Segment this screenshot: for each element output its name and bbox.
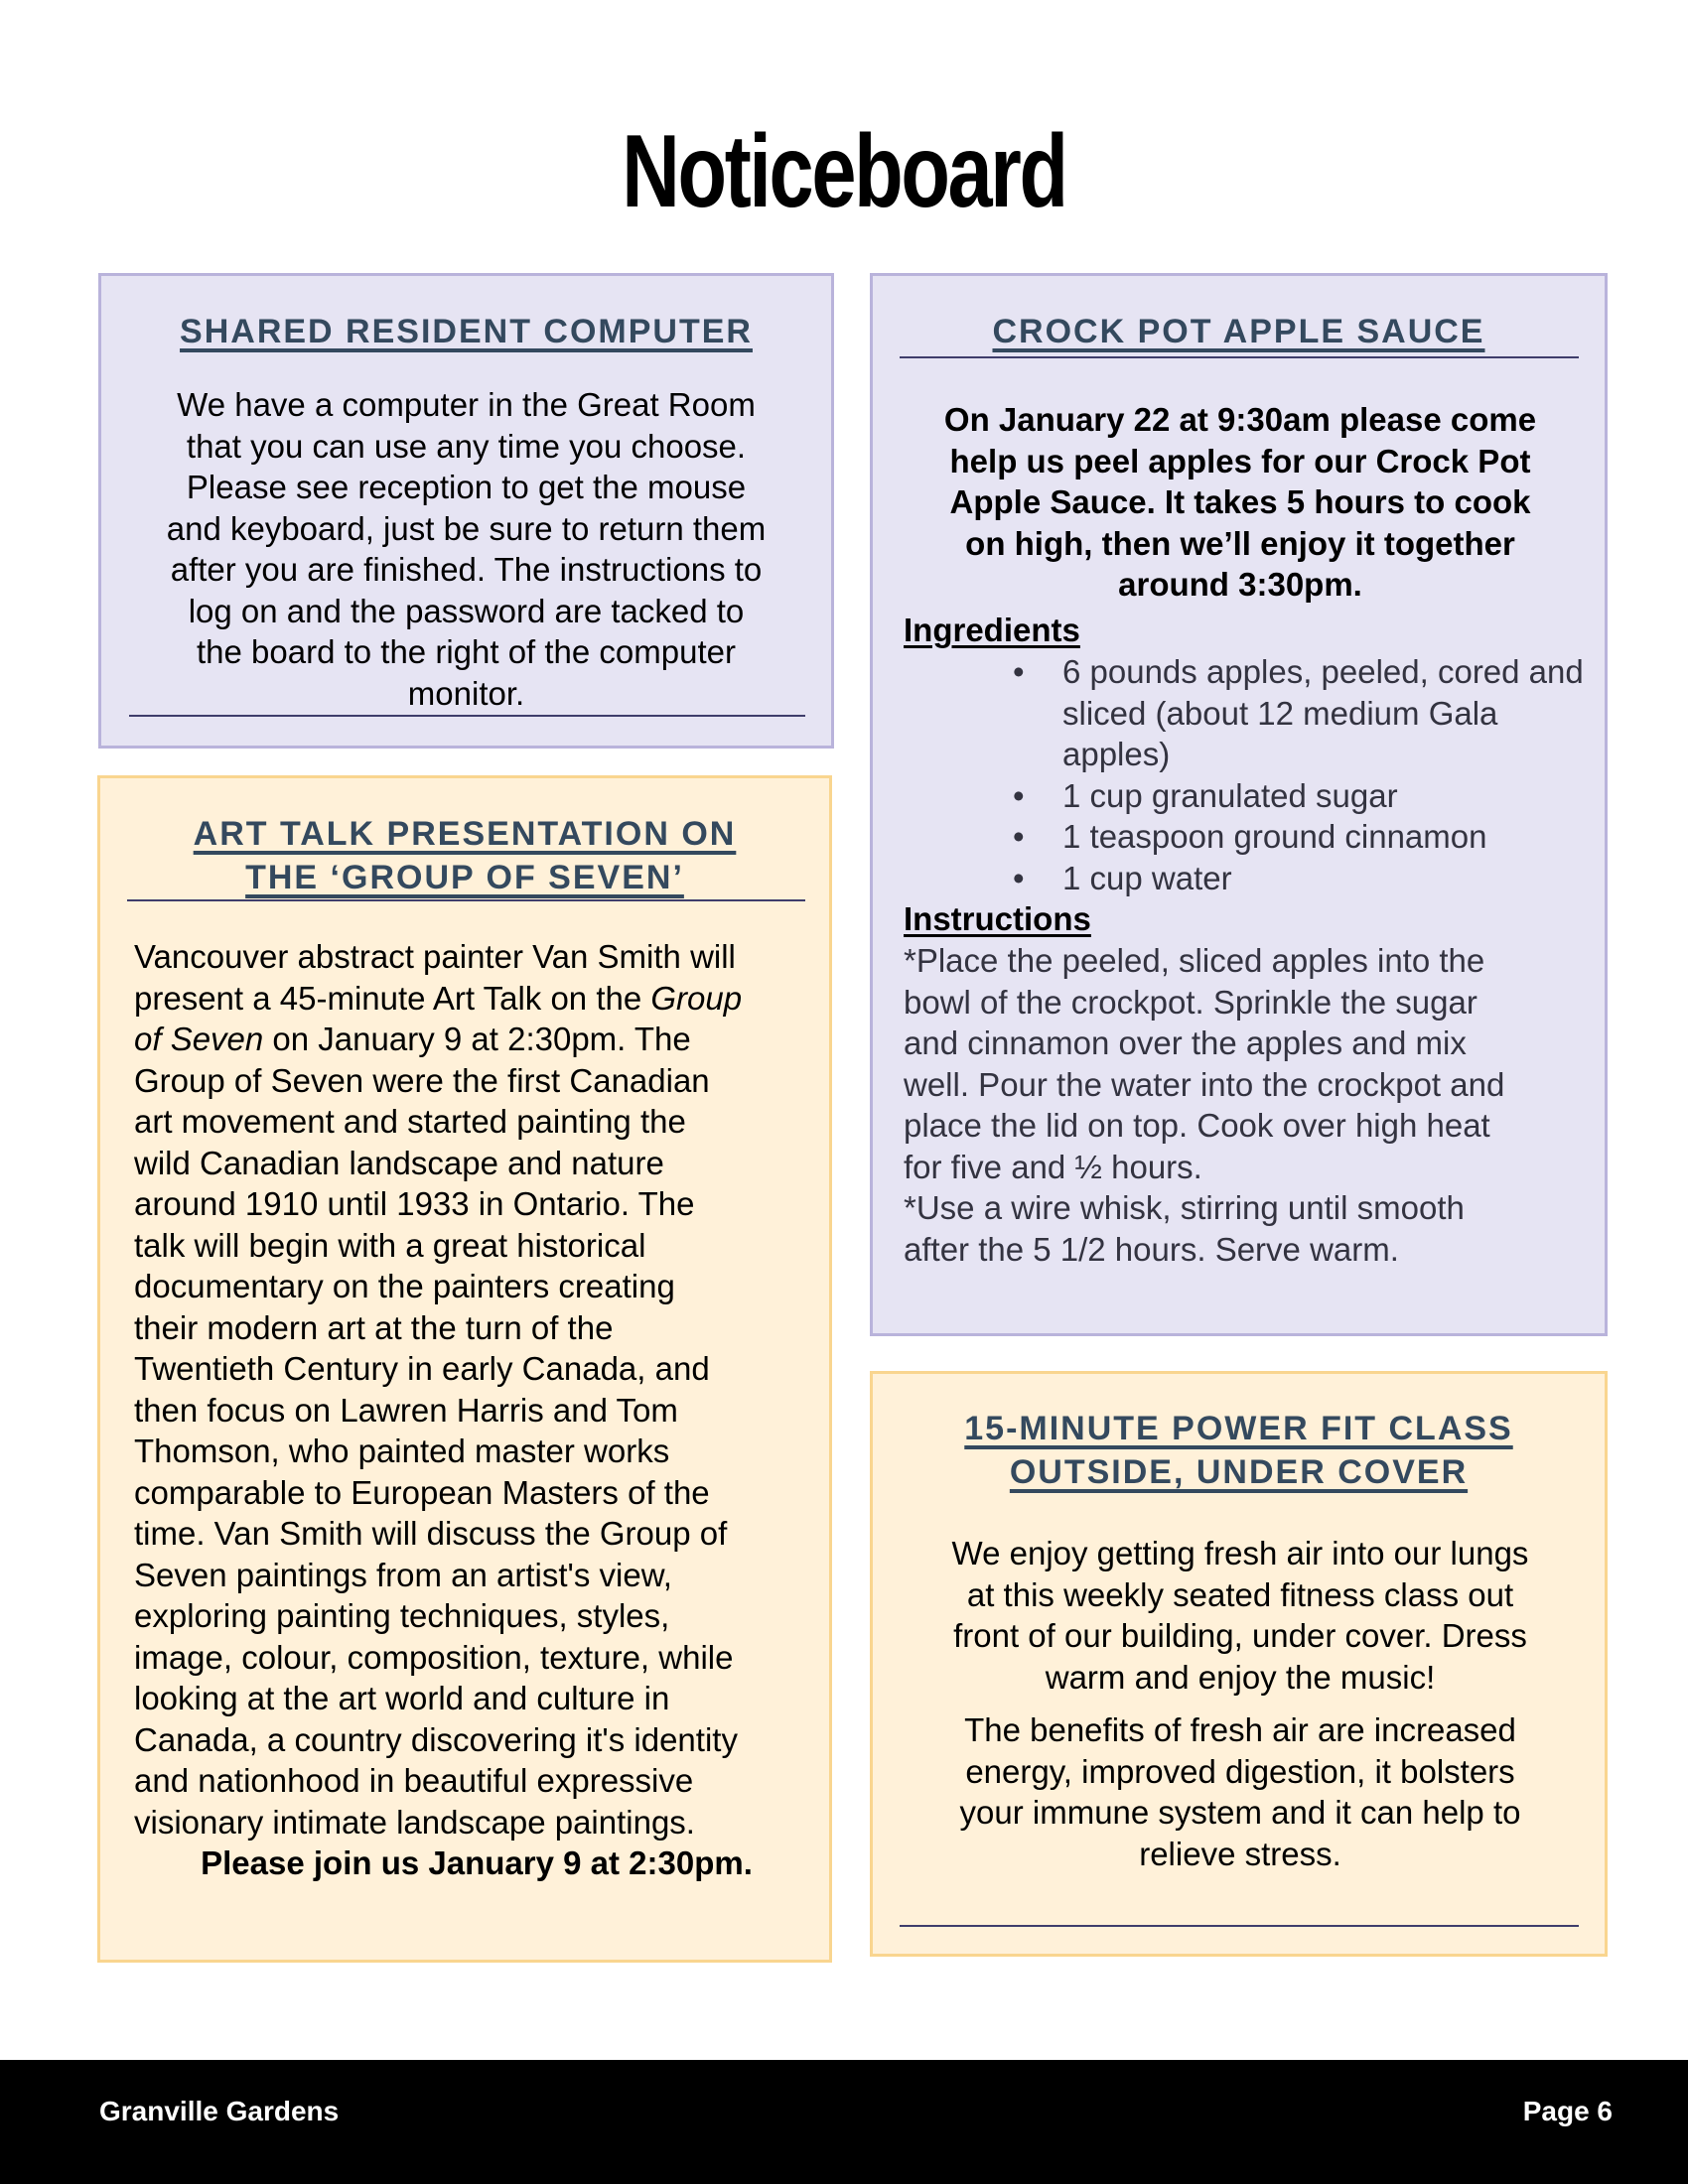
text-line: art movement and started painting the xyxy=(134,1103,686,1140)
text-line: Group of Seven were the first Canadian xyxy=(134,1061,710,1099)
notice-shared-resident-computer xyxy=(98,273,834,749)
heading-text: THE ‘GROUP OF SEVEN’ xyxy=(245,859,684,896)
notice-body xyxy=(121,384,811,714)
footer-page-number: Page 6 xyxy=(1522,2096,1613,2126)
ingredient-text: 1 cup water xyxy=(1062,859,1232,896)
text-line: monitor. xyxy=(407,674,525,712)
italic-title: Group xyxy=(650,979,743,1017)
text-line: help us peel apples for our Crock Pot xyxy=(949,442,1531,479)
notice-body xyxy=(893,1533,1588,1874)
text-line: log on and the password are tacked to xyxy=(188,592,745,629)
notice-heading xyxy=(100,812,829,899)
text-line: around 1910 until 1933 in Ontario. The xyxy=(134,1185,695,1222)
instructions-label: Instructions xyxy=(904,900,1091,937)
text-line: at this weekly seated fitness class out xyxy=(966,1575,1514,1613)
footer-site-name: Granville Gardens xyxy=(99,2096,340,2126)
instructions-text xyxy=(904,940,1589,1270)
notice-heading xyxy=(873,310,1605,353)
text-line: image, colour, composition, texture, while xyxy=(134,1638,734,1676)
text-line: and keyboard, just be sure to return them xyxy=(166,509,767,547)
notice-art-talk xyxy=(97,775,832,1963)
text-line: that you can use any time you choose. xyxy=(186,427,747,465)
text-line: the board to the right of the computer xyxy=(196,633,736,670)
text-line: documentary on the painters creating xyxy=(134,1268,675,1304)
text-line: looking at the art world and culture in xyxy=(134,1680,670,1716)
notice-body xyxy=(134,936,819,1884)
text-line: around 3:30pm. xyxy=(1118,566,1362,603)
page-footer xyxy=(0,2060,1688,2184)
text-segment: on January 9 at 2:30pm. The xyxy=(263,1021,691,1057)
text-line: well. Pour the water into the crockpot and xyxy=(904,1065,1505,1103)
text-line: visionary intimate landscape paintings. xyxy=(134,1803,695,1841)
text-line: after you are finished. The instructions to xyxy=(170,551,763,588)
text-line: Vancouver abstract painter Van Smith will xyxy=(134,938,736,975)
divider-line xyxy=(127,899,805,901)
heading-text: ART TALK PRESENTATION ON xyxy=(193,815,737,853)
divider-line xyxy=(900,356,1579,358)
text-line: after the 5 1/2 hours. Serve warm. xyxy=(904,1230,1399,1268)
text-line: We have a computer in the Great Room xyxy=(177,386,756,423)
divider-line xyxy=(900,1925,1579,1927)
text-line: front of our building, under cover. Dress xyxy=(953,1617,1527,1654)
text-line: and nationhood in beautiful expressive xyxy=(134,1762,694,1799)
italic-title: of Seven xyxy=(134,1021,264,1057)
ingredients-list xyxy=(904,651,1589,898)
text-line: comparable to European Masters of the xyxy=(134,1473,710,1511)
ingredient-text: 1 cup granulated sugar xyxy=(1062,776,1398,814)
ingredients-section xyxy=(904,610,1589,1270)
text-line: for five and ½ hours. xyxy=(904,1148,1202,1185)
text-line: bowl of the crockpot. Sprinkle the sugar xyxy=(904,983,1477,1021)
text-line: Apple Sauce. It takes 5 hours to cook xyxy=(949,483,1531,520)
bullet-icon: • xyxy=(1013,776,1025,814)
bullet-icon: • xyxy=(1013,818,1025,855)
text-line: On January 22 at 9:30am please come xyxy=(943,401,1537,438)
heading-text: SHARED RESIDENT COMPUTER xyxy=(180,313,753,350)
text-line: We enjoy getting fresh air into our lungs xyxy=(951,1535,1529,1571)
intro-text xyxy=(893,399,1588,606)
text-line: their modern art at the turn of the xyxy=(134,1308,614,1346)
divider-line xyxy=(129,715,805,717)
heading-text: 15-MINUTE POWER FIT CLASS xyxy=(964,1410,1513,1447)
ingredients-label: Ingredients xyxy=(904,612,1080,648)
list-item xyxy=(1013,651,1589,775)
text-line: place the lid on top. Cook over high heat xyxy=(904,1107,1490,1144)
notice-crock-pot-apple-sauce xyxy=(870,273,1608,1336)
text-line: talk will begin with a great historical xyxy=(134,1226,646,1264)
text-line: energy, improved digestion, it bolsters xyxy=(965,1752,1515,1790)
text-line xyxy=(134,978,819,1020)
text-line: Seven paintings from an artist's view, xyxy=(134,1556,672,1593)
text-line: Thomson, who painted master works xyxy=(134,1433,670,1469)
bullet-icon: • xyxy=(1013,653,1025,690)
page-title: Noticeboard xyxy=(622,114,1066,229)
text-line: Please see reception to get the mouse xyxy=(186,469,747,505)
ingredient-text: 1 teaspoon ground cinnamon xyxy=(1062,818,1487,855)
heading-text: OUTSIDE, UNDER COVER xyxy=(1009,1453,1469,1491)
text-line: *Place the peeled, sliced apples into the xyxy=(904,942,1485,979)
notice-power-fit-class xyxy=(870,1371,1608,1957)
text-line: time. Van Smith will discuss the Group of xyxy=(134,1515,728,1552)
text-line: Canada, a country discovering it's identity xyxy=(134,1720,738,1758)
text-line: Twentieth Century in early Canada, and xyxy=(134,1350,710,1387)
text-line: relieve stress. xyxy=(1139,1835,1341,1872)
heading-text: CROCK POT APPLE SAUCE xyxy=(992,313,1485,350)
closing-line: Please join us January 9 at 2:30pm. xyxy=(201,1844,753,1881)
list-item xyxy=(1013,775,1589,817)
notice-heading xyxy=(873,1407,1605,1494)
text-line xyxy=(134,1019,819,1060)
text-line: on high, then we’ll enjoy it together xyxy=(965,524,1515,562)
list-item xyxy=(1013,816,1589,858)
text-segment: present a 45-minute Art Talk on the xyxy=(134,979,651,1017)
text-line: then focus on Lawren Harris and Tom xyxy=(134,1391,678,1429)
text-line: exploring painting techniques, styles, xyxy=(134,1597,670,1634)
text-line: and cinnamon over the apples and mix xyxy=(904,1024,1467,1061)
text-line: The benefits of fresh air are increased xyxy=(964,1711,1516,1748)
text-line: warm and enjoy the music! xyxy=(1045,1658,1436,1696)
notice-heading xyxy=(101,310,831,353)
ingredient-text: 6 pounds apples, peeled, cored and sliced (about 12 medium Gala apples) xyxy=(1062,653,1584,772)
bullet-icon: • xyxy=(1013,859,1025,896)
text-line: wild Canadian landscape and nature xyxy=(134,1144,664,1181)
text-line: *Use a wire whisk, stirring until smooth xyxy=(904,1189,1465,1226)
text-line: your immune system and it can help to xyxy=(959,1794,1521,1831)
list-item xyxy=(1013,858,1589,899)
